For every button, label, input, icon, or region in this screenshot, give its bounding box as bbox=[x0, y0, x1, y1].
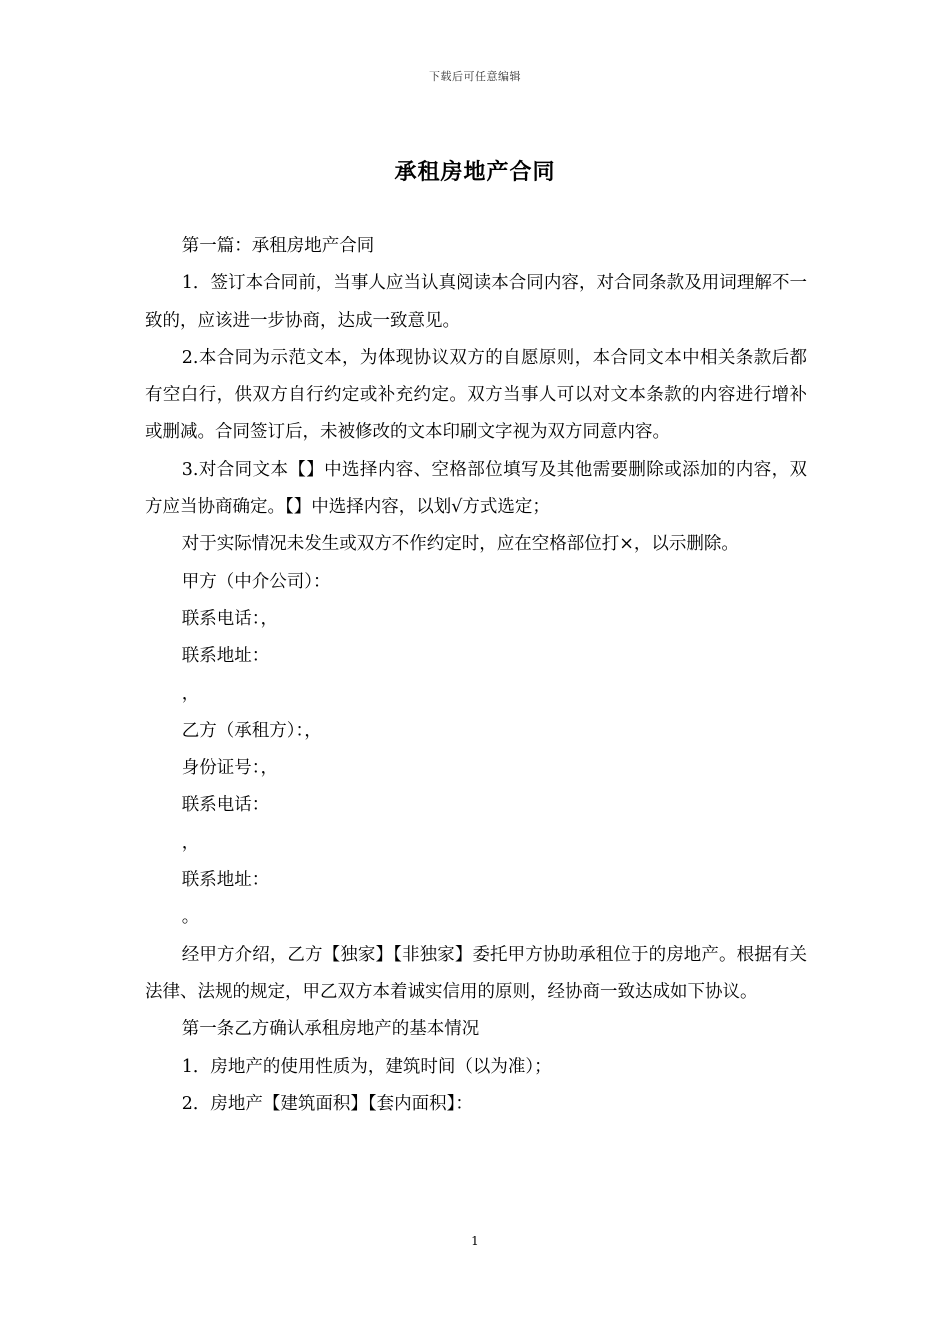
clause-paragraph: 1．签订本合同前，当事人应当认真阅读本合同内容，对合同条款及用词理解不一致的，应该进一步协商，达成一致意见。 bbox=[145, 273, 807, 331]
blank-line: 。 bbox=[181, 907, 200, 928]
page-number: 1 bbox=[471, 1234, 479, 1248]
party-b-line: 乙方（承租方）：， bbox=[181, 720, 322, 741]
party-a-phone: 联系电话：， bbox=[181, 608, 278, 629]
section-heading: 第一篇：承租房地产合同 bbox=[181, 236, 375, 256]
party-b-id: 身份证号：， bbox=[181, 758, 278, 779]
clause-paragraph: 3.对合同文本【】中选择内容、空格部位填写及其他需要删除或添加的内容，双方应当协商确定。【】中选择内容，以划√方式选定； bbox=[145, 459, 807, 518]
header-note: 下载后可任意编辑 bbox=[429, 70, 521, 83]
party-b-address: 联系地址： bbox=[181, 870, 270, 891]
clause-paragraph: 2.本合同为示范文本，为体现协议双方的自愿原则，本合同文本中相关条款后都有空白行，供双方自行约定或补充约定。双方当事人可以对文本条款的内容进行增补或删减。合同签订后，未被修改的文本印刷文字视为双方同意内容。 bbox=[145, 347, 807, 443]
blank-line: ， bbox=[181, 832, 200, 853]
article-heading: 第一条乙方确认承租房地产的基本情况 bbox=[181, 1019, 480, 1040]
party-a-line: 甲方（中介公司）： bbox=[181, 571, 331, 592]
document-title: 承租房地产合同 bbox=[394, 159, 556, 185]
clause-paragraph: 2．房地产【建筑面积】【套内面积】： bbox=[181, 1093, 473, 1114]
party-b-phone: 联系电话： bbox=[181, 795, 270, 816]
party-a-address: 联系地址： bbox=[181, 646, 270, 667]
document-body bbox=[145, 228, 807, 1123]
clause-paragraph: 对于实际情况未发生或双方不作约定时，应在空格部位打×，以示删除。 bbox=[181, 534, 739, 555]
clause-paragraph: 1．房地产的使用性质为，建筑时间（以为准）； bbox=[181, 1056, 552, 1077]
blank-line: ， bbox=[181, 683, 200, 704]
clause-paragraph: 经甲方介绍，乙方【独家】【非独家】委托甲方协助承租位于的房地产。根据有关法律、法规的规定，甲乙双方本着诚实信用的原则，经协商一致达成如下协议。 bbox=[145, 944, 807, 1002]
